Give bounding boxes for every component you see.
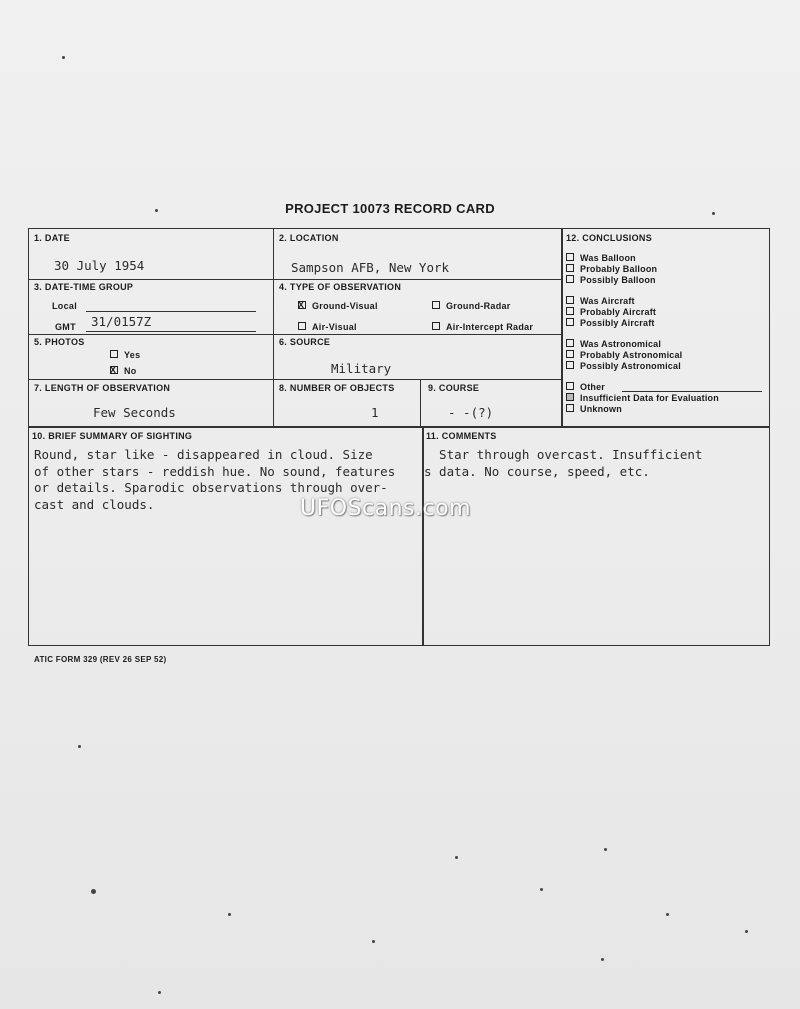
date-label: 1. DATE [34,233,70,243]
scan-speck [228,913,231,916]
source-label: 6. SOURCE [279,337,331,347]
scan-speck [455,856,458,859]
ground-visual-option [298,301,378,311]
course-value: - -(?) [448,405,494,420]
location-value: Sampson AFB, New York [291,260,450,275]
local-underline [86,311,256,312]
conclusion-item [566,275,656,285]
conclusion-item [566,318,655,328]
form-number: ATIC FORM 329 (REV 26 SEP 52) [34,655,167,664]
photos-no-label: No [124,366,137,376]
gmt-label: GMT [55,322,76,332]
length-label: 7. LENGTH OF OBSERVATION [34,383,171,393]
conclusion-checkbox-checked [566,393,574,401]
conclusion-item [566,307,656,317]
conclusion-label: Possibly Aircraft [580,318,655,328]
scan-speck [91,889,96,894]
conclusion-checkbox [566,350,574,358]
scan-speck [604,848,607,851]
conclusion-label: Insufficient Data for Evaluation [580,393,719,403]
divider-row-1 [28,279,561,280]
conclusion-checkbox [566,339,574,347]
dtg-label: 3. DATE-TIME GROUP [34,282,134,292]
scan-speck [62,56,65,59]
conclusion-checkbox [566,275,574,283]
air-visual-option [298,322,357,332]
objects-label: 8. NUMBER OF OBJECTS [279,383,395,393]
divider-col-course [420,379,421,426]
photos-yes-option [110,350,140,360]
conclusion-label: Was Astronomical [580,339,662,349]
scan-speck [601,958,604,961]
comments-text [424,447,702,480]
air-visual-checkbox [298,322,306,330]
scan-speck [158,991,161,994]
conclusion-item [566,404,622,414]
conclusion-checkbox [566,404,574,412]
ground-radar-label: Ground-Radar [446,301,511,311]
scan-speck [78,745,81,748]
scan-speck [666,913,669,916]
ground-visual-label: Ground-Visual [312,301,378,311]
divider-col-left [273,228,274,426]
conclusion-label: Possibly Astronomical [580,361,681,371]
local-label: Local [52,301,78,311]
conclusion-checkbox [566,382,574,390]
air-intercept-checkbox [432,322,440,330]
conclusion-checkbox [566,361,574,369]
conclusion-label: Probably Balloon [580,264,658,274]
scan-speck [540,888,543,891]
ground-visual-check-mark: X [298,300,305,310]
card-title: PROJECT 10073 RECORD CARD [285,201,495,216]
divider-col-main [561,228,563,426]
conclusion-checkbox [566,264,574,272]
conclusion-item [566,350,682,360]
summary-line: cast and clouds. [34,496,155,512]
conclusion-checkbox [566,307,574,315]
conclusion-label: Was Aircraft [580,296,635,306]
photos-label: 5. PHOTOS [34,337,85,347]
date-value: 30 July 1954 [54,258,145,273]
divider-row-2 [28,334,561,335]
photos-yes-checkbox [110,350,118,358]
summary-label: 10. BRIEF SUMMARY OF SIGHTING [32,431,193,441]
course-label: 9. COURSE [428,383,480,393]
conclusion-item [566,253,636,263]
conclusion-checkbox [566,253,574,261]
conclusion-label: Other [580,382,606,392]
conclusion-item [566,382,605,392]
summary-line: of other stars - reddish hue. No sound, features [34,463,396,479]
comments-line: s data. No course, speed, etc. [424,463,650,479]
other-underline [622,391,762,392]
scan-speck [712,212,715,215]
gmt-value: 31/0157Z [91,314,152,329]
conclusion-label: Was Balloon [580,253,636,263]
scan-speck [155,209,158,212]
scan-speck [745,930,748,933]
air-intercept-label: Air-Intercept Radar [446,322,534,332]
summary-line: or details. Sparodic observations through over- [34,480,388,495]
conclusion-item [566,264,657,274]
source-value: Military [331,361,392,376]
length-value: Few Seconds [93,405,176,420]
conclusion-checkbox [566,296,574,304]
photos-yes-label: Yes [124,350,141,360]
divider-row-3 [28,379,561,380]
conclusion-label: Probably Astronomical [580,350,683,360]
ground-radar-checkbox [432,301,440,309]
objects-value: 1 [371,405,379,420]
scan-speck [372,940,375,943]
divider-row-4 [28,426,770,428]
air-visual-label: Air-Visual [312,322,357,332]
location-label: 2. LOCATION [279,233,339,243]
conclusion-checkbox [566,318,574,326]
observation-label: 4. TYPE OF OBSERVATION [279,282,402,292]
comments-line: Star through overcast. Insufficient [424,447,703,462]
ground-radar-option [432,301,511,311]
air-intercept-option [432,322,533,332]
conclusions-label: 12. CONCLUSIONS [566,233,653,243]
conclusion-label: Probably Aircraft [580,307,657,317]
conclusion-label: Possibly Balloon [580,275,656,285]
summary-line: Round, star like - disappeared in cloud. Size [34,447,373,462]
conclusion-item [566,339,661,349]
photos-no-check-mark: X [110,365,117,375]
conclusion-item [566,296,635,306]
conclusion-label: Unknown [580,404,622,414]
conclusion-item [566,361,681,371]
conclusion-item-checked [566,393,719,403]
comments-label: 11. COMMENTS [426,431,497,441]
watermark-text: UFOScans.com [300,496,471,521]
gmt-underline [86,331,256,332]
